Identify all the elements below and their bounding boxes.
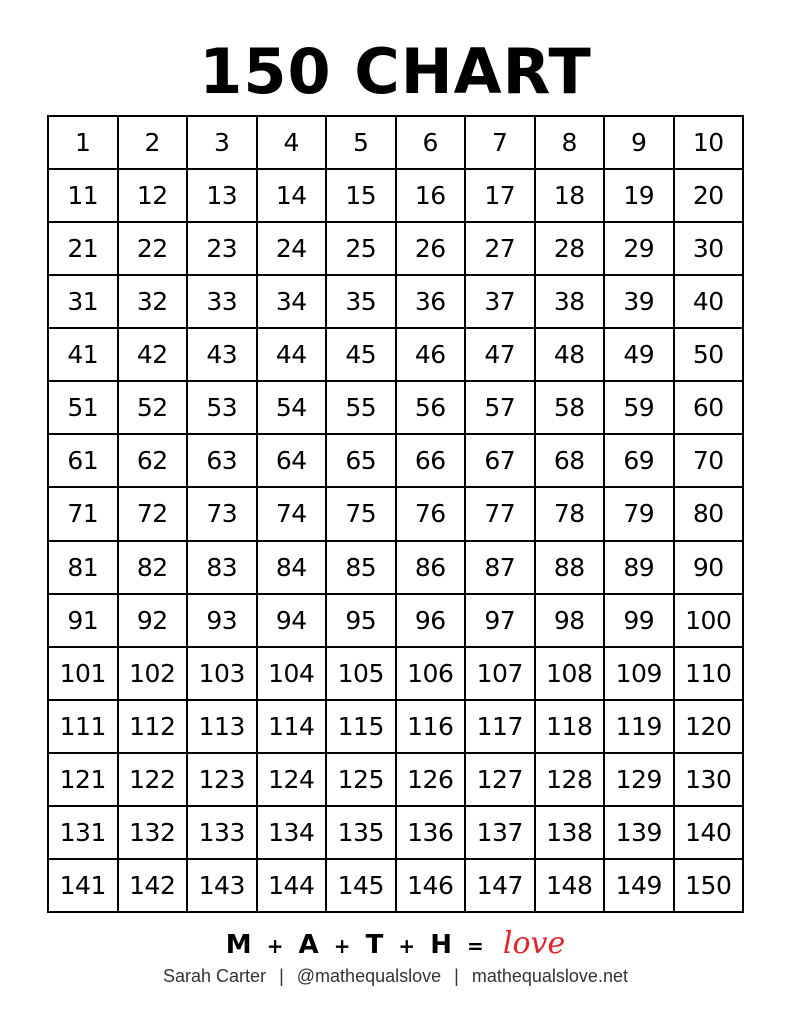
- number-cell: 119: [605, 701, 675, 754]
- social-handle: @mathequalslove: [296, 966, 442, 986]
- number-cell: 93: [188, 595, 258, 648]
- number-cell: 92: [119, 595, 189, 648]
- number-cell: 134: [258, 807, 328, 860]
- number-cell: 73: [188, 488, 258, 541]
- author-name: Sarah Carter: [163, 966, 267, 986]
- number-cell: 8: [536, 117, 606, 170]
- number-cell: 88: [536, 542, 606, 595]
- number-cell: 16: [397, 170, 467, 223]
- number-cell: 59: [605, 382, 675, 435]
- number-cell: 94: [258, 595, 328, 648]
- brand-plus-3: +: [398, 934, 416, 958]
- number-cell: 125: [327, 754, 397, 807]
- number-cell: 105: [327, 648, 397, 701]
- number-cell: 114: [258, 701, 328, 754]
- number-cell: 146: [397, 860, 467, 913]
- number-cell: 111: [49, 701, 119, 754]
- number-cell: 30: [675, 223, 745, 276]
- number-cell: 143: [188, 860, 258, 913]
- number-cell: 148: [536, 860, 606, 913]
- number-cell: 140: [675, 807, 745, 860]
- number-cell: 42: [119, 329, 189, 382]
- number-cell: 142: [119, 860, 189, 913]
- number-cell: 144: [258, 860, 328, 913]
- number-cell: 87: [466, 542, 536, 595]
- number-cell: 50: [675, 329, 745, 382]
- number-cell: 84: [258, 542, 328, 595]
- number-cell: 15: [327, 170, 397, 223]
- number-cell: 44: [258, 329, 328, 382]
- brand-love-script: love: [502, 926, 566, 961]
- number-cell: 150: [675, 860, 745, 913]
- number-cell: 57: [466, 382, 536, 435]
- number-cell: 24: [258, 223, 328, 276]
- number-cell: 138: [536, 807, 606, 860]
- number-cell: 6: [397, 117, 467, 170]
- number-cell: 22: [119, 223, 189, 276]
- number-cell: 31: [49, 276, 119, 329]
- number-cell: 25: [327, 223, 397, 276]
- number-cell: 113: [188, 701, 258, 754]
- number-cell: 29: [605, 223, 675, 276]
- number-cell: 121: [49, 754, 119, 807]
- number-cell: 135: [327, 807, 397, 860]
- number-cell: 1: [49, 117, 119, 170]
- number-cell: 20: [675, 170, 745, 223]
- number-cell: 83: [188, 542, 258, 595]
- number-cell: 51: [49, 382, 119, 435]
- number-cell: 33: [188, 276, 258, 329]
- number-cell: 38: [536, 276, 606, 329]
- number-cell: 86: [397, 542, 467, 595]
- number-cell: 120: [675, 701, 745, 754]
- number-cell: 117: [466, 701, 536, 754]
- brand-letter-a: A: [298, 930, 319, 960]
- number-cell: 116: [397, 701, 467, 754]
- number-cell: 58: [536, 382, 606, 435]
- number-cell: 106: [397, 648, 467, 701]
- number-cell: 55: [327, 382, 397, 435]
- number-cell: 36: [397, 276, 467, 329]
- number-cell: 47: [466, 329, 536, 382]
- credits-separator-1: |: [279, 966, 284, 986]
- number-cell: 74: [258, 488, 328, 541]
- number-cell: 137: [466, 807, 536, 860]
- number-cell: 82: [119, 542, 189, 595]
- number-cell: 68: [536, 435, 606, 488]
- number-cell: 5: [327, 117, 397, 170]
- number-cell: 27: [466, 223, 536, 276]
- number-cell: 26: [397, 223, 467, 276]
- brand-equals: =: [467, 934, 484, 958]
- website-url: mathequalslove.net: [471, 966, 628, 986]
- footer-credits: [0, 964, 791, 988]
- number-cell: 133: [188, 807, 258, 860]
- credits-separator-2: |: [454, 966, 459, 986]
- number-cell: 53: [188, 382, 258, 435]
- number-cell: 19: [605, 170, 675, 223]
- number-cell: 103: [188, 648, 258, 701]
- number-cell: 108: [536, 648, 606, 701]
- number-cell: 81: [49, 542, 119, 595]
- number-cell: 4: [258, 117, 328, 170]
- number-cell: 132: [119, 807, 189, 860]
- number-cell: 85: [327, 542, 397, 595]
- number-cell: 70: [675, 435, 745, 488]
- number-cell: 115: [327, 701, 397, 754]
- number-cell: 104: [258, 648, 328, 701]
- number-cell: 28: [536, 223, 606, 276]
- number-cell: 102: [119, 648, 189, 701]
- number-cell: 97: [466, 595, 536, 648]
- number-cell: 10: [675, 117, 745, 170]
- number-cell: 2: [119, 117, 189, 170]
- number-grid: [47, 115, 744, 913]
- number-cell: 128: [536, 754, 606, 807]
- number-cell: 66: [397, 435, 467, 488]
- number-cell: 78: [536, 488, 606, 541]
- number-cell: 107: [466, 648, 536, 701]
- number-cell: 124: [258, 754, 328, 807]
- number-cell: 60: [675, 382, 745, 435]
- number-cell: 67: [466, 435, 536, 488]
- number-cell: 75: [327, 488, 397, 541]
- number-cell: 32: [119, 276, 189, 329]
- number-cell: 62: [119, 435, 189, 488]
- number-cell: 80: [675, 488, 745, 541]
- number-cell: 127: [466, 754, 536, 807]
- number-cell: 130: [675, 754, 745, 807]
- brand-letter-h: H: [430, 930, 452, 960]
- number-cell: 91: [49, 595, 119, 648]
- number-cell: 71: [49, 488, 119, 541]
- number-cell: 45: [327, 329, 397, 382]
- number-cell: 95: [327, 595, 397, 648]
- number-cell: 136: [397, 807, 467, 860]
- number-cell: 147: [466, 860, 536, 913]
- number-cell: 89: [605, 542, 675, 595]
- number-cell: 122: [119, 754, 189, 807]
- number-cell: 37: [466, 276, 536, 329]
- brand-letter-m: M: [225, 930, 252, 960]
- number-cell: 145: [327, 860, 397, 913]
- number-cell: 126: [397, 754, 467, 807]
- number-cell: 69: [605, 435, 675, 488]
- number-cell: 23: [188, 223, 258, 276]
- number-cell: 12: [119, 170, 189, 223]
- number-cell: 40: [675, 276, 745, 329]
- number-cell: 100: [675, 595, 745, 648]
- number-cell: 18: [536, 170, 606, 223]
- number-cell: 76: [397, 488, 467, 541]
- number-cell: 41: [49, 329, 119, 382]
- number-cell: 54: [258, 382, 328, 435]
- number-cell: 79: [605, 488, 675, 541]
- number-cell: 90: [675, 542, 745, 595]
- number-cell: 46: [397, 329, 467, 382]
- number-cell: 65: [327, 435, 397, 488]
- number-cell: 21: [49, 223, 119, 276]
- number-cell: 123: [188, 754, 258, 807]
- number-cell: 64: [258, 435, 328, 488]
- number-cell: 34: [258, 276, 328, 329]
- number-cell: 63: [188, 435, 258, 488]
- number-cell: 72: [119, 488, 189, 541]
- number-cell: 96: [397, 595, 467, 648]
- number-cell: 3: [188, 117, 258, 170]
- number-cell: 112: [119, 701, 189, 754]
- number-cell: 56: [397, 382, 467, 435]
- number-cell: 110: [675, 648, 745, 701]
- number-cell: 118: [536, 701, 606, 754]
- number-cell: 131: [49, 807, 119, 860]
- number-cell: 77: [466, 488, 536, 541]
- number-cell: 17: [466, 170, 536, 223]
- number-cell: 49: [605, 329, 675, 382]
- number-cell: 141: [49, 860, 119, 913]
- page-title: 150 CHART: [199, 35, 592, 108]
- number-cell: 14: [258, 170, 328, 223]
- brand-logo: [0, 925, 791, 965]
- number-cell: 109: [605, 648, 675, 701]
- number-cell: 129: [605, 754, 675, 807]
- number-cell: 35: [327, 276, 397, 329]
- brand-letter-t: T: [365, 930, 384, 960]
- number-cell: 7: [466, 117, 536, 170]
- brand-plus-1: +: [266, 934, 284, 958]
- number-cell: 9: [605, 117, 675, 170]
- number-cell: 13: [188, 170, 258, 223]
- number-cell: 98: [536, 595, 606, 648]
- number-cell: 52: [119, 382, 189, 435]
- number-cell: 99: [605, 595, 675, 648]
- brand-plus-2: +: [333, 934, 351, 958]
- number-cell: 149: [605, 860, 675, 913]
- number-cell: 39: [605, 276, 675, 329]
- number-cell: 139: [605, 807, 675, 860]
- number-cell: 61: [49, 435, 119, 488]
- number-cell: 43: [188, 329, 258, 382]
- number-cell: 101: [49, 648, 119, 701]
- number-cell: 11: [49, 170, 119, 223]
- number-cell: 48: [536, 329, 606, 382]
